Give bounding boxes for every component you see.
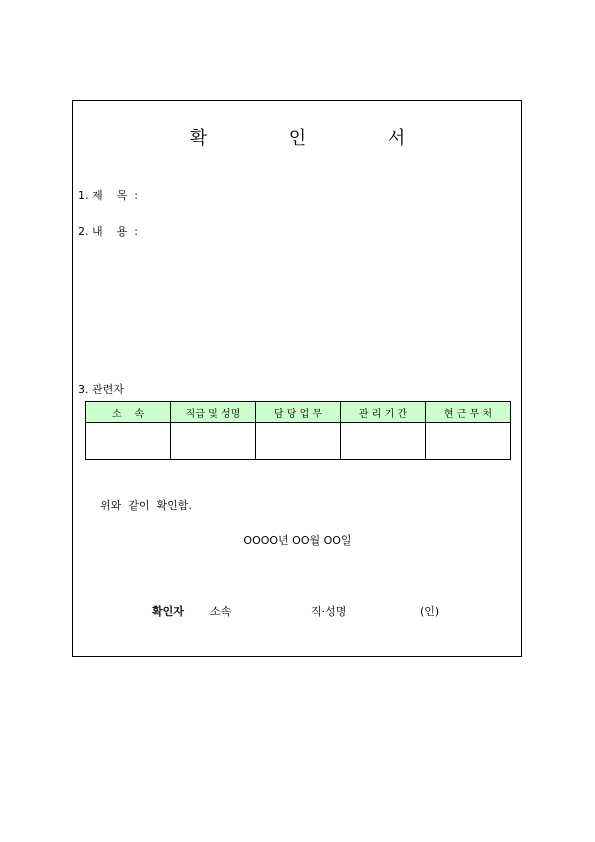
header-current-workplace: 현 근 무 처 — [426, 402, 511, 423]
subject-label: 1. 제 목 : — [78, 189, 138, 202]
table-header-row — [86, 402, 511, 423]
header-duty: 담 당 업 무 — [256, 402, 341, 423]
signature-name: 직·성명 — [311, 605, 347, 618]
signature-seal: (인) — [420, 605, 440, 618]
confirmation-statement: 위와 같이 확인함. — [100, 499, 192, 512]
header-rank-and-name: 직급 및 성명 — [171, 402, 256, 423]
document-title: 확 인 서 — [189, 128, 444, 149]
table-cell[interactable] — [256, 423, 341, 460]
table-cell[interactable] — [86, 423, 171, 460]
document-border — [72, 100, 522, 657]
table-cell[interactable] — [426, 423, 511, 460]
table-cell[interactable] — [171, 423, 256, 460]
header-management-period: 관 리 기 간 — [341, 402, 426, 423]
signature-label: 확인자 — [152, 605, 184, 618]
related-persons-label: 3. 관련자 — [78, 383, 124, 396]
signature-affiliation: 소속 — [210, 605, 232, 618]
header-affiliation: 소 속 — [86, 402, 171, 423]
content-label: 2. 내 용 : — [78, 225, 138, 238]
table-cell[interactable] — [341, 423, 426, 460]
related-persons-table — [85, 401, 511, 460]
date-line: OOOO년 OO월 OO일 — [243, 534, 352, 547]
table-row — [86, 423, 511, 460]
